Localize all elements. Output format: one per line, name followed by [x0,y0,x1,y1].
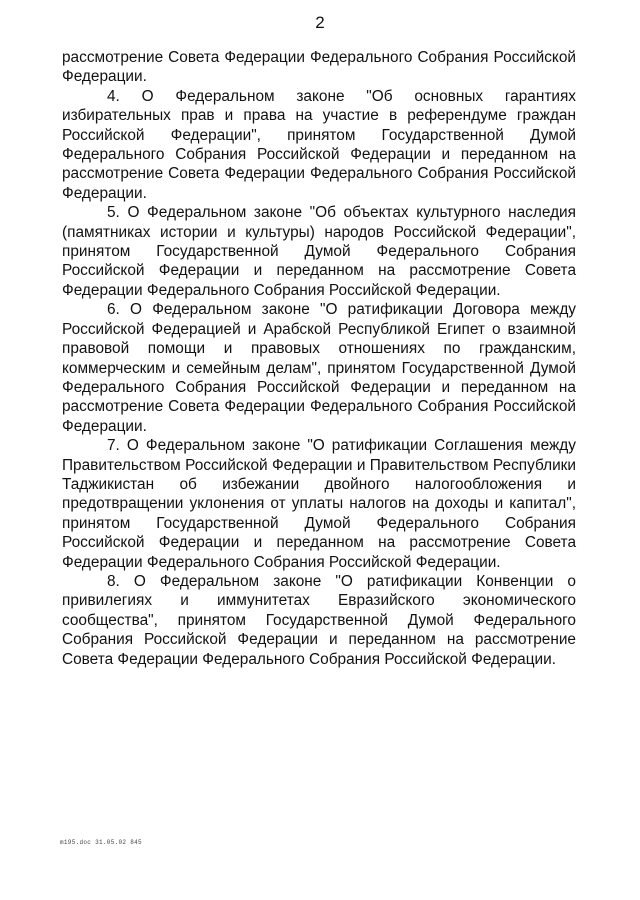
document-file-code: m195.doc 31.05.02 845 [60,839,142,846]
paragraph-item-4: 4. О Федеральном законе "Об основных гарантиях избирательных прав и права на участие в референдуме граждан Российской Федерации", принятом Государственной Думой Федерального Собрания Российской Федерации и переданном на рассмотрение Совета Федерации Федерального Собрания Российской Федерации. [62,87,576,202]
page-number: 2 [315,13,325,32]
paragraph-item-5: 5. О Федеральном законе "Об объектах культурного наследия (памятниках истории и культуры) народов Российской Федерации", принятом Государственной Думой Федерального Собрания Российской Федерации и переданном на рассмотрение Совета Федерации Федерального Собрания Российской Федерации. [62,204,576,299]
document-body [62,48,576,669]
paragraph-item-7: 7. О Федеральном законе "О ратификации Соглашения между Правительством Российской Федерации и Правительством Республики Таджикистан об избежании двойного налогообложения и предотвращении уклонения от уплаты налогов на доходы и капитал", принятом Государственной Думой Федерального Собрания Российской Федерации и переданном на рассмотрение Совета Федерации Федерального Собрания Российской Федерации. [62,437,576,571]
paragraph-item-6: 6. О Федеральном законе "О ратификации Договора между Российской Федерацией и Арабской Республикой Египет о взаимной правовой помощи и правовых отношениях по гражданским, коммерческим и семейным делам", принятом Государственной Думой Федерального Собрания Российской Федерации и переданном на рассмотрение Совета Федерации Федерального Собрания Российской Федерации. [62,301,576,435]
paragraph-item-8: 8. О Федеральном законе "О ратификации Конвенции о привилегиях и иммунитетах Евразийского экономического сообщества", принятом Государственной Думой Федерального Собрания Российской Федерации и переданном на рассмотрение Совета Федерации Федерального Собрания Российской Федерации. [62,572,576,668]
paragraph-continuation: рассмотрение Совета Федерации Федерального Собрания Российской Федерации. [62,49,576,86]
